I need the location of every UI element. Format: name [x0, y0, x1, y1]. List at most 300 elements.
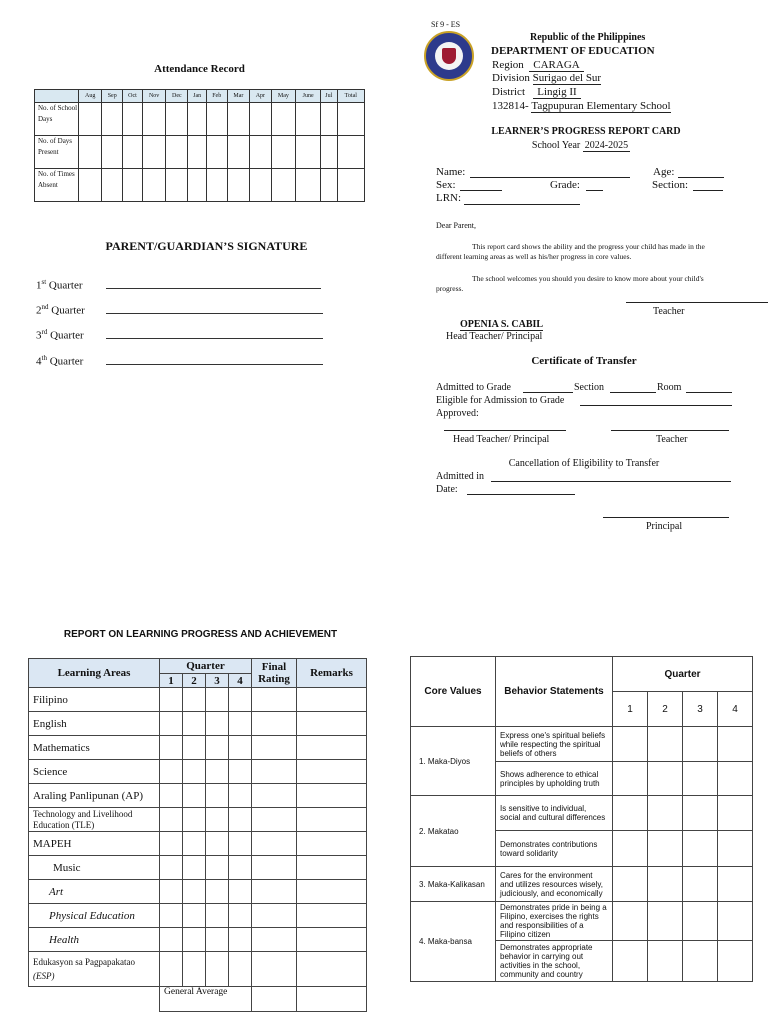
core-mark-cell[interactable] [648, 762, 683, 796]
behavior-statement: Express one's spiritual beliefs while respecting the spiritual beliefs of others [496, 727, 613, 762]
principal-name-text: OPENIA S. CABIL [460, 319, 544, 330]
quarter-number: 4 [36, 355, 42, 368]
grade-cell[interactable] [206, 856, 229, 880]
grade-label: Grade: [550, 179, 580, 191]
core-quarter-number: 3 [683, 692, 718, 727]
attendance-cell[interactable] [296, 136, 321, 169]
admitted-in-row [436, 471, 736, 484]
learning-area-row [29, 688, 367, 712]
attendance-corner-cell [35, 90, 79, 103]
learning-area-name [29, 928, 160, 952]
attendance-cell[interactable] [321, 103, 338, 136]
learning-area-name [29, 736, 160, 760]
core-mark-cell[interactable] [648, 902, 683, 941]
core-values-table [410, 656, 753, 982]
date-row [436, 484, 736, 497]
principal-name [460, 319, 543, 331]
region-label: Region [492, 59, 524, 71]
attendance-cell[interactable] [250, 169, 271, 202]
attendance-cell[interactable] [337, 103, 364, 136]
core-mark-cell[interactable] [683, 796, 718, 831]
grade-cell[interactable] [160, 856, 183, 880]
core-mark-cell[interactable] [648, 941, 683, 982]
month-header: Jan [188, 90, 207, 103]
attendance-cell[interactable] [166, 103, 188, 136]
grade-cell[interactable] [206, 904, 229, 928]
signature-line[interactable] [106, 338, 323, 339]
core-mark-cell[interactable] [613, 941, 648, 982]
grade-cell[interactable] [183, 952, 206, 987]
month-header: Feb [206, 90, 227, 103]
section-line[interactable] [693, 190, 723, 191]
grade-cell[interactable] [183, 808, 206, 832]
learning-area-label: Technology and Livelihood Education (TLE) [33, 808, 133, 830]
behavior-statement: Demonstrates appropriate behavior in carrying out activities in the school, community and country [496, 941, 613, 982]
age-label: Age: [653, 166, 675, 178]
school-name: Tagpupuran Elementary School [531, 100, 671, 112]
core-value-name: 2. Makatao [411, 796, 496, 867]
final-rating-cell[interactable] [252, 880, 297, 904]
learning-area-row [29, 904, 367, 928]
attendance-row [35, 103, 365, 136]
general-average-spacer [29, 987, 160, 1012]
quarter-label: Quarter [50, 329, 84, 342]
grade-cell[interactable] [229, 784, 252, 808]
month-header: Total [337, 90, 364, 103]
principal-label: Principal [646, 521, 683, 532]
approved-label: Approved: [436, 408, 479, 419]
remarks-cell[interactable] [297, 760, 367, 784]
quarter-signature-1 [36, 278, 321, 292]
grade-cell[interactable] [183, 760, 206, 784]
grade-line[interactable] [586, 190, 603, 191]
district-line [492, 86, 581, 99]
attendance-cell[interactable] [206, 169, 227, 202]
principal-signature-line[interactable] [603, 517, 729, 518]
grade-cell[interactable] [206, 784, 229, 808]
month-header: Jul [321, 90, 338, 103]
attendance-cell[interactable] [271, 136, 296, 169]
school-year-value: 2024-2025 [584, 140, 629, 151]
attendance-cell[interactable] [321, 136, 338, 169]
attendance-cell[interactable] [337, 136, 364, 169]
quarter-number: 2 [36, 304, 42, 317]
grade-cell[interactable] [160, 928, 183, 952]
remarks-cell[interactable] [297, 904, 367, 928]
transfer-teacher-label: Teacher [656, 434, 688, 445]
grade-cell[interactable] [206, 928, 229, 952]
attendance-row-label: No. of Times Absent [35, 169, 79, 202]
remarks-cell[interactable] [297, 880, 367, 904]
name-label: Name: [436, 166, 466, 178]
eligible-row [436, 395, 736, 408]
attendance-header-row [35, 90, 365, 103]
grade-cell[interactable] [206, 832, 229, 856]
core-mark-cell[interactable] [683, 867, 718, 902]
grade-cell[interactable] [229, 712, 252, 736]
attendance-cell[interactable] [123, 136, 143, 169]
behavior-row [411, 867, 753, 902]
core-mark-cell[interactable] [613, 727, 648, 762]
core-mark-cell[interactable] [613, 831, 648, 867]
behavior-statement: Cares for the environment and utilizes resources wisely, judiciously, and economically [496, 867, 613, 902]
final-rating-cell[interactable] [252, 928, 297, 952]
signature-line[interactable] [106, 288, 321, 289]
grade-cell[interactable] [206, 712, 229, 736]
month-header: Dec [166, 90, 188, 103]
month-header: May [271, 90, 296, 103]
attendance-cell[interactable] [102, 136, 123, 169]
grade-cell[interactable] [206, 952, 229, 987]
room-line[interactable] [686, 392, 732, 393]
learning-area-name [29, 832, 160, 856]
learning-area-row [29, 856, 367, 880]
attendance-cell[interactable] [206, 103, 227, 136]
learning-areas-header: Learning Areas [29, 659, 160, 688]
quarter-label: Quarter [48, 279, 83, 292]
attendance-cell[interactable] [296, 169, 321, 202]
cancellation-title: Cancellation of Eligibility to Transfer [508, 458, 660, 469]
attendance-cell[interactable] [271, 103, 296, 136]
section-field-line[interactable] [610, 392, 656, 393]
section-field-label: Section [574, 382, 604, 393]
learning-area-name [29, 760, 160, 784]
eligible-line[interactable] [580, 405, 732, 406]
core-mark-cell[interactable] [683, 762, 718, 796]
district-label: District [492, 86, 525, 98]
core-quarter-number: 1 [613, 692, 648, 727]
general-average-value[interactable] [252, 987, 297, 1012]
core-mark-cell[interactable] [648, 796, 683, 831]
grade-cell[interactable] [229, 760, 252, 784]
grade-cell[interactable] [229, 688, 252, 712]
quarter-suffix: rd [41, 328, 48, 336]
attendance-cell[interactable] [337, 169, 364, 202]
learning-area-label: Araling Panlipunan (AP) [33, 789, 143, 802]
core-mark-cell[interactable] [718, 796, 753, 831]
learning-area-label: Health [49, 933, 79, 946]
quarter-signature-3 [36, 328, 323, 342]
attendance-cell[interactable] [250, 103, 271, 136]
signature-line[interactable] [106, 364, 323, 365]
month-header: Aug [79, 90, 102, 103]
grade-cell[interactable] [229, 880, 252, 904]
grade-cell[interactable] [229, 904, 252, 928]
section-label: Section: [652, 179, 689, 191]
learning-area-label: English [33, 717, 67, 730]
sex-label: Sex: [436, 179, 456, 191]
attendance-cell[interactable] [102, 103, 123, 136]
final-rating-cell[interactable] [252, 808, 297, 832]
learning-area-name [29, 952, 160, 987]
learning-area-label: Science [33, 765, 68, 778]
learning-area-row [29, 952, 367, 987]
teacher-label: Teacher [653, 306, 685, 317]
admitted-grade-row [436, 382, 736, 395]
quarter-number-header: 2 [183, 674, 206, 688]
learning-area-label: Edukasyon sa Pagpapakatao [33, 957, 135, 967]
region-line [492, 59, 584, 72]
region-value: CARAGA [529, 59, 583, 72]
grade-cell[interactable] [183, 832, 206, 856]
remarks-cell[interactable] [297, 832, 367, 856]
quarter-label: Quarter [49, 355, 84, 368]
grade-cell[interactable] [160, 688, 183, 712]
attendance-row [35, 136, 365, 169]
date-label: Date: [436, 484, 458, 495]
grade-cell[interactable] [160, 784, 183, 808]
room-label: Room [657, 382, 682, 393]
quarter-label: Quarter [51, 304, 85, 317]
attendance-cell[interactable] [188, 103, 207, 136]
grade-cell[interactable] [206, 880, 229, 904]
final-rating-cell[interactable] [252, 952, 297, 987]
admitted-in-line[interactable] [491, 481, 731, 482]
republic-label: Republic of the Philippines [530, 32, 646, 43]
dear-parent: Dear Parent, [436, 221, 476, 230]
transfer-title: Certificate of Transfer [531, 355, 637, 367]
final-rating-cell[interactable] [252, 784, 297, 808]
grade-cell[interactable] [206, 760, 229, 784]
attendance-title: Attendance Record [154, 63, 245, 75]
grade-cell[interactable] [206, 688, 229, 712]
grade-cell[interactable] [160, 808, 183, 832]
learning-area-name [29, 880, 160, 904]
signature-line[interactable] [106, 313, 323, 314]
learning-area-label: MAPEH [33, 837, 72, 850]
behavior-statement: Demonstrates pride in being a Filipino, exercises the rights and responsibilities of a Filipino citizen [496, 902, 613, 941]
head-teacher-signature-line[interactable] [444, 430, 566, 431]
transfer-teacher-signature-line[interactable] [611, 430, 729, 431]
learning-header-row-1 [29, 659, 367, 674]
core-value-name: 4. Maka-bansa [411, 902, 496, 982]
learning-area-row [29, 784, 367, 808]
behavior-statement: Shows adherence to ethical principles by upholding truth [496, 762, 613, 796]
grade-cell[interactable] [183, 736, 206, 760]
grade-cell[interactable] [206, 736, 229, 760]
name-line[interactable] [470, 177, 630, 178]
final-rating-header: Final Rating [252, 659, 297, 688]
age-line[interactable] [678, 177, 724, 178]
attendance-row-label: No. of Days Present [35, 136, 79, 169]
remarks-cell[interactable] [297, 808, 367, 832]
attendance-cell[interactable] [227, 103, 250, 136]
core-mark-cell[interactable] [683, 902, 718, 941]
lrn-label: LRN: [436, 192, 462, 204]
quarter-number-header: 1 [160, 674, 183, 688]
learning-area-name [29, 712, 160, 736]
learning-area-name [29, 808, 160, 832]
head-teacher-label: Head Teacher/ Principal [453, 434, 550, 445]
attendance-cell[interactable] [321, 169, 338, 202]
core-header-row-1 [411, 657, 753, 692]
attendance-table [34, 89, 365, 202]
final-rating-cell[interactable] [252, 904, 297, 928]
deped-seal-icon [424, 31, 474, 81]
final-rating-cell[interactable] [252, 760, 297, 784]
quarter-number: 3 [36, 329, 42, 342]
learning-area-name [29, 904, 160, 928]
general-average-label: General Average [160, 987, 252, 1012]
signature-title: PARENT/GUARDIAN’S SIGNATURE [105, 239, 308, 253]
core-mark-cell[interactable] [613, 796, 648, 831]
core-mark-cell[interactable] [648, 727, 683, 762]
behavior-row [411, 796, 753, 831]
learning-area-name [29, 784, 160, 808]
attendance-cell[interactable] [79, 169, 102, 202]
remarks-cell[interactable] [297, 856, 367, 880]
learning-area-sublabel: (ESP) [33, 971, 55, 981]
final-rating-cell[interactable] [252, 688, 297, 712]
learning-title: REPORT ON LEARNING PROGRESS AND ACHIEVEMENT [63, 629, 338, 640]
learning-area-label: Filipino [33, 693, 68, 706]
core-mark-cell[interactable] [683, 727, 718, 762]
attendance-cell[interactable] [166, 136, 188, 169]
grade-cell[interactable] [183, 784, 206, 808]
remarks-cell[interactable] [297, 736, 367, 760]
quarter-suffix: st [41, 278, 47, 286]
month-header: Mar [227, 90, 250, 103]
core-mark-cell[interactable] [718, 867, 753, 902]
school-id: 132814- [492, 100, 529, 112]
grade-cell[interactable] [160, 712, 183, 736]
attendance-cell[interactable] [227, 169, 250, 202]
month-header: Oct [123, 90, 143, 103]
attendance-cell[interactable] [206, 136, 227, 169]
remarks-cell[interactable] [297, 928, 367, 952]
core-quarter-header: Quarter [613, 657, 753, 692]
general-average-row [29, 987, 367, 1012]
grade-cell[interactable] [229, 952, 252, 987]
grade-cell[interactable] [160, 832, 183, 856]
remarks-cell[interactable] [297, 712, 367, 736]
remarks-header: Remarks [297, 659, 367, 688]
attendance-cell[interactable] [123, 169, 143, 202]
attendance-row [35, 169, 365, 202]
core-quarter-number: 4 [718, 692, 753, 727]
attendance-cell[interactable] [79, 103, 102, 136]
grade-cell[interactable] [183, 880, 206, 904]
core-value-name: 3. Maka-Kalikasan [411, 867, 496, 902]
behavior-statement: Demonstrates contributions toward solidarity [496, 831, 613, 867]
teacher-signature-line[interactable] [626, 302, 768, 303]
core-mark-cell[interactable] [718, 727, 753, 762]
core-mark-cell[interactable] [648, 831, 683, 867]
lrn-line[interactable] [464, 204, 580, 205]
attendance-cell[interactable] [79, 136, 102, 169]
core-mark-cell[interactable] [648, 867, 683, 902]
grade-cell[interactable] [183, 928, 206, 952]
learning-area-name [29, 856, 160, 880]
core-mark-cell[interactable] [718, 831, 753, 867]
grade-cell[interactable] [160, 736, 183, 760]
learning-area-row [29, 928, 367, 952]
final-rating-cell[interactable] [252, 856, 297, 880]
attendance-cell[interactable] [271, 169, 296, 202]
date-line[interactable] [467, 494, 575, 495]
grade-cell[interactable] [160, 880, 183, 904]
final-rating-cell[interactable] [252, 832, 297, 856]
attendance-cell[interactable] [102, 169, 123, 202]
quarter-number-header: 3 [206, 674, 229, 688]
attendance-cell[interactable] [188, 169, 207, 202]
remarks-cell[interactable] [297, 688, 367, 712]
quarter-signature-4 [36, 354, 323, 368]
core-mark-cell[interactable] [613, 867, 648, 902]
attendance-cell[interactable] [166, 169, 188, 202]
month-header: June [296, 90, 321, 103]
grade-cell[interactable] [160, 904, 183, 928]
attendance-cell[interactable] [296, 103, 321, 136]
school-year-line [436, 140, 726, 152]
behavior-header: Behavior Statements [496, 657, 613, 727]
grade-cell[interactable] [206, 808, 229, 832]
attendance-cell[interactable] [188, 136, 207, 169]
attendance-cell[interactable] [142, 136, 165, 169]
admitted-grade-line[interactable] [523, 392, 573, 393]
grade-cell[interactable] [160, 952, 183, 987]
division-label: Division [492, 72, 530, 84]
grade-cell[interactable] [229, 856, 252, 880]
school-year-label: School Year [531, 140, 581, 151]
behavior-statement: Is sensitive to individual, social and cultural differences [496, 796, 613, 831]
core-quarter-number: 2 [648, 692, 683, 727]
grade-cell[interactable] [229, 928, 252, 952]
grade-cell[interactable] [229, 808, 252, 832]
core-mark-cell[interactable] [718, 902, 753, 941]
grade-cell[interactable] [229, 832, 252, 856]
core-mark-cell[interactable] [718, 941, 753, 982]
division-line [492, 72, 601, 85]
learning-area-label: Art [49, 885, 64, 898]
general-average-remarks[interactable] [297, 987, 367, 1012]
attendance-cell[interactable] [123, 103, 143, 136]
final-rating-cell[interactable] [252, 736, 297, 760]
department-label: DEPARTMENT OF EDUCATION [491, 45, 655, 57]
month-header: Apr [250, 90, 271, 103]
attendance-cell[interactable] [142, 169, 165, 202]
attendance-cell[interactable] [227, 136, 250, 169]
remarks-cell[interactable] [297, 784, 367, 808]
sex-line[interactable] [460, 190, 502, 191]
grade-cell[interactable] [183, 904, 206, 928]
learning-area-row [29, 880, 367, 904]
quarter-signature-2 [36, 303, 323, 317]
final-rating-cell[interactable] [252, 712, 297, 736]
grade-cell[interactable] [183, 856, 206, 880]
attendance-cell[interactable] [250, 136, 271, 169]
grade-cell[interactable] [183, 712, 206, 736]
learning-area-row [29, 832, 367, 856]
attendance-row-label: No. of School Days [35, 103, 79, 136]
grade-cell[interactable] [160, 760, 183, 784]
core-mark-cell[interactable] [718, 762, 753, 796]
core-mark-cell[interactable] [683, 941, 718, 982]
core-value-name: 1. Maka-Diyos [411, 727, 496, 796]
learning-area-label: Mathematics [33, 741, 90, 754]
core-mark-cell[interactable] [613, 902, 648, 941]
district-value: Lingig II [533, 86, 580, 99]
core-mark-cell[interactable] [613, 762, 648, 796]
attendance-cell[interactable] [142, 103, 165, 136]
remarks-cell[interactable] [297, 952, 367, 987]
learning-area-row [29, 760, 367, 784]
core-mark-cell[interactable] [683, 831, 718, 867]
quarter-number-header: 4 [229, 674, 252, 688]
grade-cell[interactable] [183, 688, 206, 712]
eligible-label: Eligible for Admission to Grade [436, 395, 565, 406]
grade-cell[interactable] [229, 736, 252, 760]
